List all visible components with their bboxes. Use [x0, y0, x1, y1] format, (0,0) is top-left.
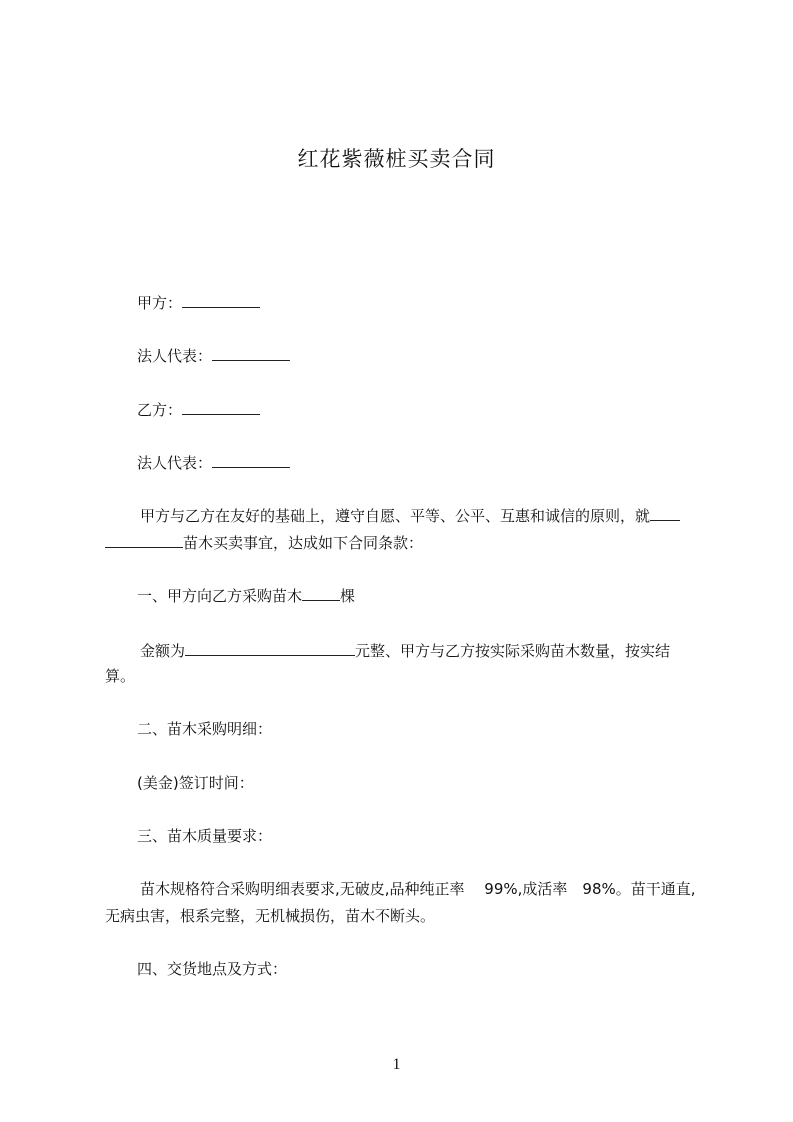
intro-line-2: [105, 532, 423, 553]
party-a-blank[interactable]: [182, 292, 260, 308]
quality-line-1: 苗木规格符合采购明细表要求,无破皮,品种纯正率 99%,成活率 98%。苗干通直,: [140, 880, 696, 898]
intro-blank-start[interactable]: [105, 532, 183, 548]
rep-a-label: 法人代表：: [137, 347, 213, 365]
rep-b-label: 法人代表：: [137, 454, 213, 472]
clause-1-text: 一、甲方向乙方采购苗木: [137, 587, 303, 605]
intro-blank-end[interactable]: [650, 505, 680, 521]
sign-time-line: (美金)签订时间：: [137, 774, 254, 792]
clause-1-line: [137, 585, 355, 606]
clause-1-unit: 棵: [340, 587, 356, 605]
party-a-label: 甲方：: [137, 294, 183, 312]
document-title: 红花紫薇桩买卖合同: [297, 147, 496, 171]
quality-line-2: 无病虫害，根系完整，无机械损伤，苗木不断头。: [105, 907, 436, 925]
intro-text-2: 苗木买卖事宜，达成如下合同条款：: [183, 534, 424, 552]
intro-text-1: 甲方与乙方在友好的基础上，遵守自愿、平等、公平、互惠和诚信的原则，就: [140, 507, 651, 525]
intro-line-1: [140, 505, 680, 526]
rep-a-blank[interactable]: [212, 345, 290, 361]
amount-line-2: 算。: [105, 667, 136, 685]
amount-line-1: [140, 640, 670, 661]
amount-prefix: 金额为: [140, 642, 186, 660]
rep-b-line: [137, 452, 290, 473]
amount-blank[interactable]: [185, 640, 355, 656]
clause-3-heading: 三、苗木质量要求：: [137, 827, 273, 845]
rep-a-line: [137, 345, 290, 366]
party-b-label: 乙方：: [137, 401, 183, 419]
clause-4-heading: 四、交货地点及方式：: [137, 960, 288, 978]
clause-2-heading: 二、苗木采购明细：: [137, 720, 273, 738]
quantity-blank[interactable]: [302, 585, 340, 601]
amount-suffix: 元整、甲方与乙方按实际采购苗木数量，按实结: [355, 642, 671, 660]
party-b-line: [137, 399, 260, 420]
party-a-line: [137, 292, 260, 313]
page-number: 1: [392, 1056, 401, 1073]
party-b-blank[interactable]: [182, 399, 260, 415]
rep-b-blank[interactable]: [212, 452, 290, 468]
